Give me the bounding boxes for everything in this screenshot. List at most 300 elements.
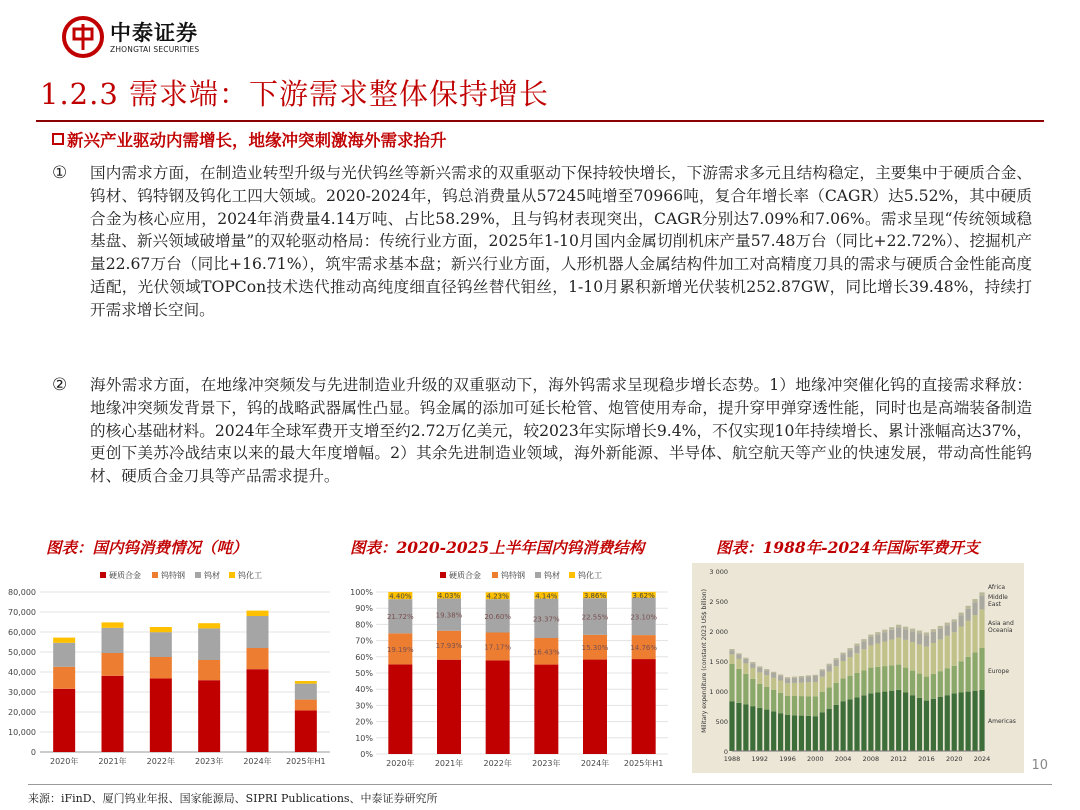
- area-bar: [771, 690, 776, 712]
- area-bar: [778, 693, 783, 713]
- area-bar: [834, 683, 839, 705]
- area-bar: [952, 632, 957, 666]
- figure-label-military: 图表：1988年-2024年国际军费开支: [716, 538, 980, 557]
- area-bar: [847, 699, 852, 751]
- paragraph-number: ①: [52, 163, 68, 183]
- page-number: 10: [1031, 758, 1048, 773]
- bar-segment: [388, 664, 412, 754]
- area-bar: [757, 684, 762, 708]
- bar-segment: [102, 622, 124, 627]
- area-bar: [861, 670, 866, 695]
- figure-label-consumption: 图表：国内钨消费情况（吨）: [46, 538, 248, 557]
- area-bar: [972, 602, 977, 615]
- area-bar: [896, 665, 901, 690]
- area-bar: [841, 701, 846, 751]
- area-bar: [757, 668, 762, 673]
- area-bar: [799, 716, 804, 751]
- area-bar: [924, 701, 929, 751]
- data-label: 3.86%: [583, 592, 607, 601]
- x-tick-label: 2023年: [194, 757, 224, 766]
- area-bar: [820, 677, 825, 692]
- series-label: Asia and: [988, 620, 1014, 627]
- area-bar: [757, 672, 762, 683]
- bar-segment: [198, 660, 220, 680]
- area-bar: [854, 644, 859, 646]
- series-label: Africa: [988, 584, 1006, 591]
- paragraph-number: ②: [52, 375, 68, 395]
- x-tick-label: 2000: [807, 755, 824, 763]
- bar-segment: [102, 628, 124, 653]
- bar-segment: [53, 638, 75, 643]
- y-tick-label: 2 000: [709, 628, 728, 636]
- legend-label: 硬质合金: [109, 571, 141, 580]
- bar-segment: [102, 653, 124, 676]
- area-bar: [847, 657, 852, 676]
- area-bar: [813, 716, 818, 751]
- area-bar: [771, 673, 776, 678]
- area-bar: [729, 654, 734, 664]
- area-bar: [945, 625, 950, 636]
- data-label: 3.62%: [632, 591, 655, 600]
- area-bar: [827, 709, 832, 751]
- legend-label: 钨特钢: [161, 571, 185, 580]
- area-bar: [847, 648, 852, 650]
- area-bar: [917, 674, 922, 698]
- area-bar: [896, 625, 901, 628]
- data-label: 16.43%: [532, 648, 560, 657]
- area-bar: [841, 654, 846, 661]
- area-bar: [966, 609, 971, 621]
- y-tick-label: 40%: [355, 685, 373, 695]
- area-bar: [834, 705, 839, 751]
- area-bar: [792, 678, 797, 683]
- area-bar: [875, 667, 880, 693]
- data-label: 15.30%: [581, 644, 609, 653]
- area-bar: [827, 665, 832, 671]
- area-bar: [889, 630, 894, 640]
- legend-label: 钨特钢: [501, 571, 525, 580]
- y-axis-label: Military expenditure (constant 2023 US$ billion): [701, 589, 708, 733]
- y-tick-label: 1 500: [709, 658, 728, 666]
- legend-swatch: [100, 572, 106, 578]
- area-bar: [917, 644, 922, 673]
- area-bar: [750, 663, 755, 668]
- area-bar: [861, 649, 866, 670]
- area-bar: [854, 673, 859, 697]
- area-bar: [896, 690, 901, 751]
- area-bar: [966, 606, 971, 609]
- x-tick-label: 2004: [834, 755, 852, 763]
- x-tick-label: 2025年H1: [623, 759, 664, 768]
- area-bar: [979, 592, 984, 595]
- area-bar: [972, 599, 977, 602]
- bar-segment: [198, 628, 220, 660]
- area-bar: [778, 681, 783, 693]
- area-bar: [966, 692, 971, 751]
- area-bar: [931, 699, 936, 751]
- y-tick-label: 50%: [355, 669, 373, 678]
- y-tick-label: 80%: [355, 620, 373, 630]
- area-bar: [910, 631, 915, 642]
- area-bar: [806, 682, 811, 696]
- area-bar: [827, 664, 832, 666]
- area-bar: [903, 668, 908, 693]
- area-bar: [834, 660, 839, 666]
- brand-name-cn: 中泰证券: [110, 20, 198, 45]
- area-bar: [952, 693, 957, 751]
- series-label: Oceania: [988, 627, 1013, 634]
- area-bar: [806, 677, 811, 683]
- area-bar: [903, 640, 908, 668]
- data-label: 4.14%: [535, 592, 558, 601]
- bar-segment: [150, 627, 172, 632]
- area-bar: [729, 649, 734, 650]
- area-bar: [945, 623, 950, 626]
- bar-segment: [102, 676, 124, 752]
- area-bar: [820, 712, 825, 751]
- y-tick-label: 60,000: [8, 628, 36, 637]
- legend-swatch: [152, 572, 158, 578]
- area-bar: [959, 627, 964, 662]
- bar-segment: [295, 684, 317, 700]
- y-tick-label: 1 000: [709, 688, 728, 696]
- x-tick-label: 1988: [723, 755, 741, 763]
- bar-segment: [247, 611, 269, 616]
- bar-segment: [53, 667, 75, 689]
- area-bar: [868, 668, 873, 694]
- area-bar: [924, 633, 929, 636]
- area-bar: [806, 696, 811, 716]
- bar-segment: [632, 659, 656, 754]
- area-bar: [820, 669, 825, 670]
- area-bar: [757, 666, 762, 667]
- area-bar: [827, 672, 832, 688]
- area-bar: [729, 701, 734, 751]
- x-tick-label: 2024年: [580, 759, 610, 768]
- page-title: 1.2.3 需求端：下游需求整体保持增长: [40, 77, 550, 111]
- legend-swatch: [229, 572, 235, 578]
- area-bar: [743, 705, 748, 752]
- legend-swatch: [440, 572, 446, 578]
- legend-swatch: [492, 572, 498, 578]
- y-tick-label: 40,000: [8, 668, 36, 677]
- y-tick-label: 30,000: [8, 688, 36, 697]
- area-bar: [903, 693, 908, 752]
- bar-segment: [150, 632, 172, 657]
- area-bar: [729, 650, 734, 654]
- legend-swatch: [535, 572, 541, 578]
- y-tick-label: 80,000: [8, 588, 36, 597]
- series-label: Middle: [988, 594, 1008, 601]
- area-bar: [938, 697, 943, 751]
- area-bar: [854, 697, 859, 751]
- paragraph-text: 国内需求方面，在制造业转型升级与光伏钨丝等新兴需求的双重驱动下保持较快增长，下游需求多元且结构稳定，主要集中于硬质合金、钨材、钨特钢及钨化工四大领域。2020-2024年，钨总消费量从57245吨增至70966吨，复合年增长率（CAGR）达5.52%，其中硬质合金为核心应用，2024年消费量4.14万吨、占比58.29%，且与钨材表现突出，CAGR分别达7.09%和7.06%。需求呈现“传统领域稳基盘、新兴领域破增量”的双轮驱动格局：传统行业方面，2025年1-10月国内金属切削机床产量57.48万台（同比+22.72%）、挖掘机产量22.67万台（同比+16.71%），筑牢需求基本盘；新兴行业方面，人形机器人金属结构件加工对高精度刀具的需求与硬质合金性能高度适配，光伏领域TOPCon技术迭代推动高纯度细直径钨丝替代钼丝，1-10月累积新增光伏装机252.87GW，同比增长39.48%，持续打开需求增长空间。: [90, 164, 1032, 319]
- area-bar: [847, 676, 852, 700]
- bar-segment: [198, 623, 220, 628]
- area-bar: [924, 635, 929, 646]
- area-bar: [785, 696, 790, 715]
- data-label: 4.03%: [437, 592, 461, 601]
- area-bar: [854, 653, 859, 673]
- area-bar: [903, 629, 908, 640]
- legend-label: 钨材: [204, 571, 220, 580]
- area-bar: [979, 609, 984, 647]
- area-bar: [924, 647, 929, 677]
- x-tick-label: 2022年: [483, 759, 512, 768]
- bar-segment: [53, 643, 75, 667]
- y-tick-label: 20,000: [8, 708, 36, 717]
- area-bar: [882, 692, 887, 751]
- area-bar: [834, 666, 839, 683]
- bar-segment: [486, 660, 510, 754]
- military-expenditure-chart: [692, 563, 1024, 773]
- area-bar: [799, 676, 804, 677]
- area-bar: [945, 636, 950, 669]
- structure-chart: [346, 562, 676, 776]
- area-bar: [910, 642, 915, 671]
- x-tick-label: 2008: [862, 755, 880, 763]
- area-bar: [743, 659, 748, 664]
- x-tick-label: 2021年: [434, 759, 464, 768]
- data-label: 19.19%: [386, 645, 414, 654]
- area-bar: [820, 692, 825, 713]
- x-tick-label: 2021年: [98, 757, 127, 766]
- area-bar: [736, 655, 741, 659]
- area-bar: [764, 675, 769, 687]
- area-bar: [868, 635, 873, 637]
- brand-name-en: ZHONGTAI SECURITIES: [110, 44, 200, 54]
- area-bar: [931, 643, 936, 674]
- area-bar: [868, 637, 873, 645]
- x-tick-label: 2023年: [532, 759, 561, 768]
- data-label: 20.60%: [484, 612, 512, 621]
- y-tick-label: 0: [30, 748, 36, 757]
- bar-segment: [247, 648, 269, 669]
- x-tick-label: 1992: [751, 755, 769, 763]
- area-bar: [889, 640, 894, 666]
- area-bar: [792, 677, 797, 678]
- subtitle-text: 新兴产业驱动内需增长，地缘冲突刺激海外需求抬升: [67, 131, 447, 150]
- data-label: 17.93%: [435, 642, 463, 651]
- area-bar: [882, 632, 887, 641]
- area-bar: [972, 615, 977, 652]
- title-divider: [36, 120, 1044, 122]
- legend-label: 钨化工: [578, 571, 602, 580]
- data-label: 23.37%: [532, 615, 560, 624]
- area-bar: [979, 648, 984, 690]
- y-tick-label: 0%: [360, 750, 373, 759]
- area-bar: [813, 682, 818, 696]
- area-bar: [959, 615, 964, 626]
- area-bar: [834, 658, 839, 660]
- area-bar: [972, 691, 977, 751]
- area-bar: [799, 677, 804, 682]
- area-bar: [868, 693, 873, 751]
- y-tick-label: 10,000: [8, 728, 36, 737]
- area-bar: [861, 641, 866, 649]
- bar-segment: [150, 657, 172, 678]
- area-bar: [750, 706, 755, 751]
- x-tick-label: 2016: [918, 755, 935, 763]
- bar-segment: [247, 616, 269, 648]
- y-tick-label: 0: [723, 748, 728, 756]
- area-bar: [896, 638, 901, 665]
- area-bar: [868, 645, 873, 667]
- y-tick-label: 50,000: [8, 648, 36, 657]
- area-bar: [785, 715, 790, 751]
- area-bar: [966, 657, 971, 692]
- area-bar: [861, 639, 866, 641]
- x-tick-label: 2020年: [386, 759, 415, 768]
- y-tick-label: 2 500: [709, 598, 728, 606]
- area-bar: [959, 693, 964, 752]
- y-tick-label: 100%: [350, 588, 373, 597]
- y-tick-label: 30%: [355, 701, 373, 711]
- area-bar: [938, 629, 943, 640]
- area-bar: [882, 666, 887, 692]
- data-label: 21.72%: [386, 613, 414, 622]
- paragraph-overseas: [52, 374, 1032, 488]
- area-bar: [778, 676, 783, 681]
- area-bar: [959, 661, 964, 692]
- area-bar: [813, 676, 818, 682]
- area-bar: [979, 596, 984, 610]
- x-tick-label: 2022年: [146, 757, 176, 766]
- bar-segment: [198, 680, 220, 752]
- area-bar: [910, 671, 915, 696]
- area-bar: [972, 652, 977, 690]
- area-bar: [952, 666, 957, 694]
- bar-segment: [437, 660, 461, 754]
- area-bar: [966, 621, 971, 657]
- area-bar: [952, 619, 957, 622]
- area-bar: [875, 632, 880, 634]
- data-label: 4.40%: [389, 592, 412, 601]
- area-bar: [750, 668, 755, 679]
- paragraph-text: 海外需求方面，在地缘冲突频发与先进制造业升级的双重驱动下，海外钨需求呈现稳步增长态势。1）地缘冲突催化钨的直接需求释放：地缘冲突频发背景下，钨的战略武器属性凸显。钨金属的添加可延长枪管、炮管使用寿命，提升穿甲弹穿透性能，同时也是高端装备制造的核心基础材料。2024年全球军费开支增至约2.72万亿美元，较2023年实际增长9.4%，不仅实现10年持续增长、累计涨幅高达37%，更创下美苏冷战结束以来的最大年度增幅。2）其余先进制造业领域，海外新能源、半导体、航空航天等产业的快速发展，带动高性能钨材、硬质合金刀具等产品需求提升。: [90, 376, 1032, 486]
- area-bar: [729, 664, 734, 701]
- area-bar: [959, 613, 964, 616]
- area-bar: [847, 650, 852, 657]
- zhongtai-logo-icon: [62, 16, 104, 58]
- area-bar: [806, 675, 811, 676]
- bar-segment: [534, 665, 558, 754]
- area-bar: [771, 672, 776, 673]
- area-bar: [854, 646, 859, 654]
- area-bar: [945, 669, 950, 696]
- y-tick-label: 60%: [355, 652, 373, 662]
- area-bar: [778, 675, 783, 676]
- area-bar: [785, 678, 790, 683]
- series-label: Americas: [988, 718, 1016, 725]
- bar-segment: [295, 700, 317, 711]
- area-bar: [889, 691, 894, 751]
- area-bar: [910, 695, 915, 751]
- area-bar: [952, 622, 957, 632]
- bar-segment: [295, 681, 317, 684]
- data-label: 4.23%: [486, 592, 509, 601]
- area-bar: [841, 653, 846, 655]
- bar-segment: [150, 678, 172, 752]
- area-bar: [889, 627, 894, 630]
- area-bar: [750, 662, 755, 663]
- series-label: Europe: [988, 668, 1010, 675]
- x-tick-label: 2020年: [49, 757, 79, 766]
- area-bar: [938, 639, 943, 671]
- area-bar: [764, 687, 769, 710]
- x-tick-label: 2025年H1: [286, 757, 326, 766]
- source-note: 来源：iFinD、厦门钨业年报、国家能源局、SIPRI Publications、中泰证券研究所: [28, 792, 438, 805]
- area-bar: [792, 696, 797, 715]
- y-tick-label: 70%: [355, 636, 373, 646]
- area-bar: [771, 678, 776, 690]
- legend-swatch: [569, 572, 575, 578]
- area-bar: [917, 631, 922, 634]
- area-bar: [931, 674, 936, 699]
- area-bar: [743, 674, 748, 705]
- area-bar: [841, 678, 846, 701]
- area-bar: [771, 711, 776, 751]
- area-bar: [917, 633, 922, 644]
- area-bar: [806, 716, 811, 751]
- area-bar: [736, 703, 741, 751]
- data-label: 14.76%: [630, 644, 658, 653]
- x-tick-label: 1996: [779, 755, 796, 763]
- area-bar: [903, 627, 908, 630]
- series-label: East: [988, 601, 1001, 608]
- bar-segment: [247, 669, 269, 752]
- square-bullet-icon: [52, 133, 64, 145]
- bar-segment: [583, 660, 607, 754]
- area-bar: [882, 630, 887, 633]
- area-bar: [861, 695, 866, 751]
- y-tick-label: 90%: [355, 604, 373, 614]
- area-bar: [979, 690, 984, 751]
- data-label: 17.17%: [484, 643, 512, 652]
- bar-segment: [53, 689, 75, 752]
- area-bar: [827, 687, 832, 708]
- area-bar: [778, 713, 783, 751]
- legend-swatch: [195, 572, 201, 578]
- legend-label: 钨化工: [238, 571, 262, 580]
- area-bar: [896, 627, 901, 637]
- area-bar: [875, 643, 880, 666]
- area-bar: [736, 669, 741, 703]
- area-bar: [764, 669, 769, 670]
- footer-divider: [28, 784, 1052, 785]
- data-label: 23.10%: [630, 613, 658, 622]
- area-bar: [882, 642, 887, 667]
- area-bar: [910, 629, 915, 632]
- x-tick-label: 2024年: [243, 757, 272, 766]
- area-bar: [813, 675, 818, 676]
- consumption-chart-svg: [0, 562, 340, 776]
- area-bar: [750, 679, 755, 706]
- y-tick-label: 3 000: [709, 568, 728, 576]
- y-tick-label: 70,000: [8, 608, 36, 617]
- area-bar: [889, 665, 894, 690]
- legend-label: 硬质合金: [449, 571, 481, 580]
- area-bar: [945, 695, 950, 751]
- consumption-chart: [0, 562, 340, 776]
- legend-label: 钨材: [544, 571, 560, 580]
- bar-segment: [295, 710, 317, 752]
- figure-label-structure: 图表：2020-2025上半年国内钨消费结构: [350, 538, 645, 557]
- area-bar: [875, 693, 880, 752]
- area-bar: [785, 677, 790, 678]
- paragraph-domestic: [52, 162, 1032, 322]
- area-bar: [792, 715, 797, 751]
